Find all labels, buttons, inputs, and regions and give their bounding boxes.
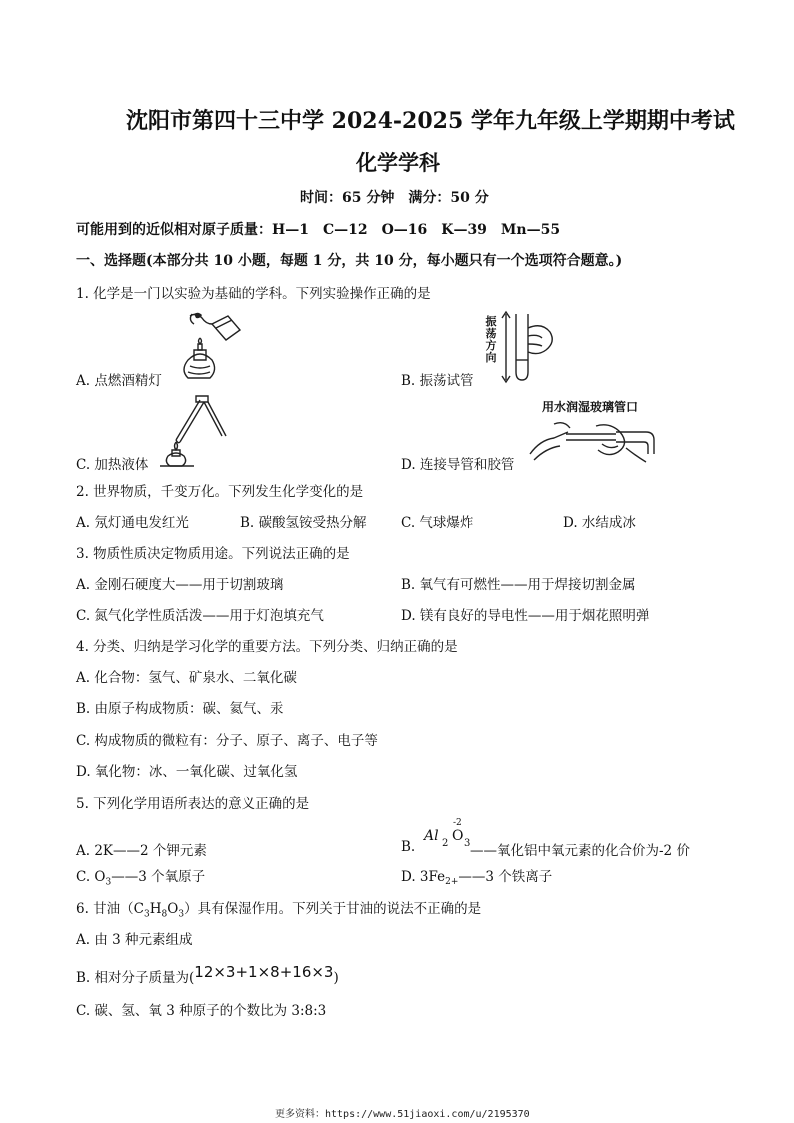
section1-heading: 一、选择题(本部分共 10 小题，每题 1 分，共 10 分，每小题只有一个选项符合题意。) xyxy=(76,253,623,269)
q2-option-c: C. 气球爆炸 xyxy=(401,515,474,531)
shake-direction-label: 振 荡 方 向 xyxy=(485,315,497,364)
footer-link[interactable]: 更多资料：https://www.51jiaoxi.com/u/2195370 xyxy=(275,1109,530,1120)
q5-option-b-formula: Al 2 -2 O 3 xyxy=(424,818,471,849)
q6-option-b: B. 相对分子质量为(12×3+1×8+16×3) xyxy=(76,963,339,986)
lamp-lighting-figure xyxy=(170,310,250,386)
q5-option-d: D. $3Fe_{2+}——3$ 个铁离子 xyxy=(401,869,553,887)
q4-option-b: B. 由原子构成物质：碳、氦气、汞 xyxy=(76,701,284,717)
q5-option-b-prefix: B. xyxy=(401,839,416,855)
q2-option-d: D. 水结成冰 xyxy=(563,515,636,531)
q4-option-d: D. 氧化物：冰、一氧化碳、过氧化氢 xyxy=(76,764,298,780)
q3-option-a: A. 金刚石硬度大——用于切割玻璃 xyxy=(76,577,284,593)
q3-option-d: D. 镁有良好的导电性——用于烟花照明弹 xyxy=(401,608,650,624)
q5-option-b-text: ——氧化铝中氧元素的化合价为-2 价 xyxy=(470,843,690,859)
q5-stem: 5. 下列化学用语所表达的意义正确的是 xyxy=(76,796,310,812)
q2-option-a: A. 氖灯通电发红光 xyxy=(76,515,189,531)
connect-tube-figure xyxy=(526,414,666,466)
q4-option-c: C. 构成物质的微粒有：分子、原子、离子、电子等 xyxy=(76,733,378,749)
q5-option-c: C. $O_3——3$ 个氧原子 xyxy=(76,869,206,888)
q3-stem: 3. 物质性质决定物质用途。下列说法正确的是 xyxy=(76,546,350,562)
atomic-masses: 可能用到的近似相对原子质量：H—1 C—12 O—16 K—39 Mn—55 xyxy=(76,222,561,238)
time-info: 时间：65 分钟 满分：50 分 xyxy=(300,190,489,206)
q3-option-b: B. 氧气有可燃性——用于焊接切割金属 xyxy=(401,577,636,593)
subject-title: 化学学科 xyxy=(356,150,440,175)
wet-tube-label: 用水润湿玻璃管口 xyxy=(542,400,639,414)
q1-option-b: B. 振荡试管 xyxy=(401,373,474,389)
q2-stem: 2. 世界物质，千变万化。下列发生化学变化的是 xyxy=(76,484,364,500)
q6-stem: 6. 甘油$(C_3H_8O_3)$具有保湿作用。下列关于甘油的说法不正确的是 xyxy=(76,901,482,920)
q5-option-a: A. 2K——2 个钾元素 xyxy=(76,843,207,859)
q4-option-a: A. 化合物：氢气、矿泉水、二氧化碳 xyxy=(76,670,297,686)
q6-option-c: C. 碳、氢、氧 3 种原子的个数比为 3:8:3 xyxy=(76,1003,327,1019)
q3-option-c: C. 氮气化学性质活泼——用于灯泡填充气 xyxy=(76,608,324,624)
page-title: 沈阳市第四十三中学 2024-2025 学年九年级上学期期中考试 xyxy=(126,108,735,134)
q1-option-a: A. 点燃酒精灯 xyxy=(76,373,162,389)
q1-stem: 1. 化学是一门以实验为基础的学科。下列实验操作正确的是 xyxy=(76,286,431,302)
heat-liquid-figure xyxy=(150,392,230,470)
q1-option-d: D. 连接导管和胶管 xyxy=(401,457,515,473)
q2-option-b: B. 碳酸氢铵受热分解 xyxy=(240,515,367,531)
q6-option-a: A. 由 3 种元素组成 xyxy=(76,932,193,948)
q1-option-c: C. 加热液体 xyxy=(76,457,149,473)
q4-stem: 4. 分类、归纳是学习化学的重要方法。下列分类、归纳正确的是 xyxy=(76,639,458,655)
